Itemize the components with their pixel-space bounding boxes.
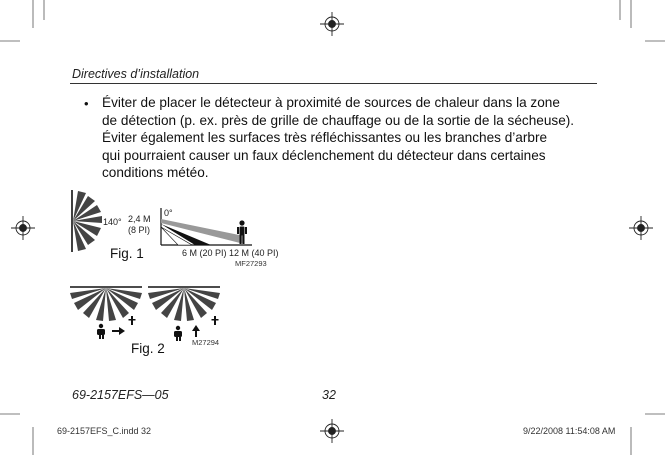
bullet-line: conditions météo. — [102, 165, 209, 180]
arrow-right-icon — [112, 327, 125, 335]
section-title: Directives d’installation — [72, 67, 200, 81]
walking-person-right-icon — [174, 326, 182, 341]
fig1-zero-label: 0° — [164, 208, 173, 218]
bullet-line: qui pourraient causer un faux déclenchement du détecteur dans certaines — [102, 147, 546, 163]
detector-fan-right-icon — [148, 287, 220, 321]
fig2-code: M27294 — [192, 338, 220, 347]
small-person-right-icon — [212, 316, 219, 325]
arrow-up-icon — [192, 325, 200, 337]
slug-file: 69-2157EFS_C.indd 32 — [57, 426, 152, 436]
bullet-marker: • — [84, 96, 89, 111]
footer-page-number: 32 — [322, 388, 336, 402]
fig1-height-m: 2,4 M — [128, 214, 151, 224]
slug-datetime: 9/22/2008 11:54:08 AM — [523, 426, 616, 436]
footer-doc-number: 69-2157EFS—05 — [72, 388, 169, 402]
bullet-line: Éviter de placer le détecteur à proximité de sources de chaleur dans la zone — [102, 95, 560, 110]
fig1-dist-far: 12 M (40 PI) — [229, 248, 279, 258]
fig2-label: Fig. 2 — [131, 341, 165, 356]
walking-person-left-icon — [97, 324, 105, 339]
bullet-line: Éviter également les surfaces très réfléchissantes ou les branches d’arbre — [102, 130, 548, 145]
small-person-left-icon — [129, 316, 136, 325]
fig1-label: Fig. 1 — [110, 246, 144, 261]
fig1-height-pi: (8 PI) — [128, 225, 151, 235]
detector-fan-left-icon — [70, 287, 142, 321]
fig1-code: MF27293 — [235, 259, 267, 268]
fig1-dist-near: 6 M (20 PI) — [182, 248, 227, 258]
fig1-angle-label: 140° — [103, 217, 122, 227]
bullet-line: de détection (p. ex. près de grille de chauffage ou de la sortie de la sécheuse). — [102, 112, 575, 128]
